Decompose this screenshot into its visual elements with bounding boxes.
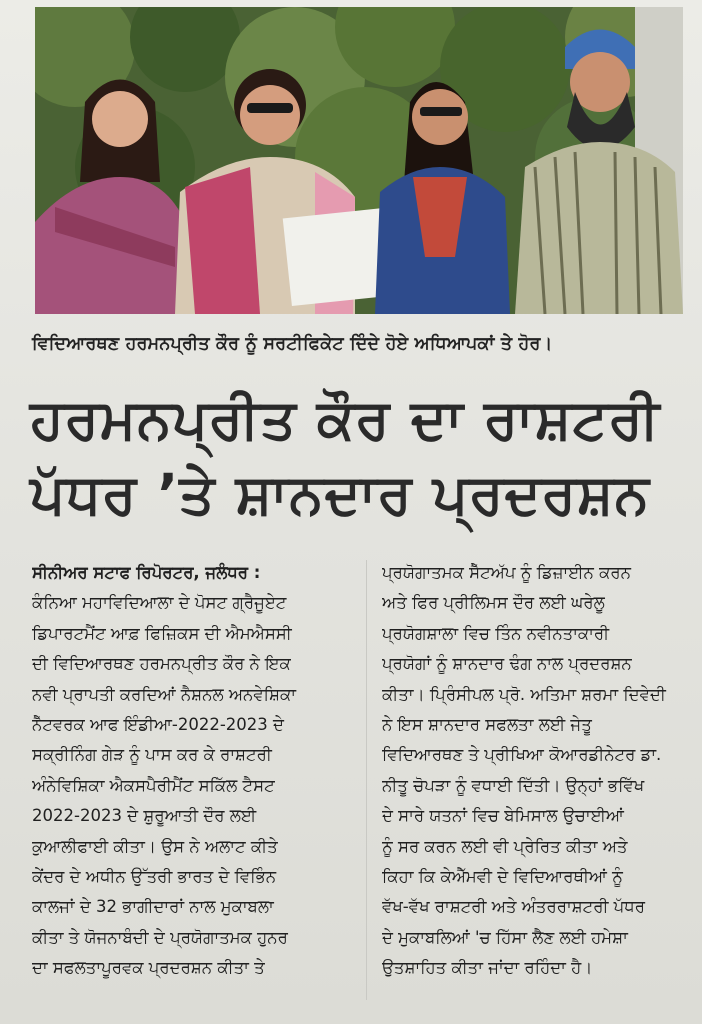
body-line: ਕੀਤਾ ਤੇ ਯੋਜਨਾਬੰਦੀ ਦੇ ਪ੍ਰਯੋਗਾਤਮਕ ਹੁਨਰ (32, 927, 288, 947)
body-line: ਡਿਪਾਰਟਮੈਂਟ ਆਫ਼ ਫਿਜ਼ਿਕਸ ਦੀ ਐਮਐਸਸੀ (32, 623, 292, 643)
article-column-left (32, 558, 350, 984)
body-line: ਪ੍ਰਯੋਗਾਂ ਨੂੰ ਸ਼ਾਨਦਾਰ ਢੰਗ ਨਾਲ ਪ੍ਰਦਰਸ਼ਨ (382, 654, 632, 674)
body-line: ਅੰਨੇਵਿਸ਼ਿਕਾ ਐਕਸਪੈਰੀਮੈਂਟ ਸਕਿੱਲ ਟੈਸਟ (32, 775, 275, 795)
body-line: ਨੀਤੂ ਚੋਪੜਾ ਨੂੰ ਵਧਾਈ ਦਿੱਤੀ। ਉਨ੍ਹਾਂ ਭਵਿੱਖ (382, 775, 645, 795)
body-line: ਕੁਆਲੀਫਾਈ ਕੀਤਾ। ਉਸ ਨੇ ਅਲਾਟ ਕੀਤੇ (32, 836, 278, 856)
article-column-right (382, 558, 688, 984)
body-line: ਸਕ੍ਰੀਨਿੰਗ ਗੇੜ ਨੂੰ ਪਾਸ ਕਰ ਕੇ ਰਾਸ਼ਟਰੀ (32, 745, 272, 765)
photo-caption: ਵਿਦਿਆਰਥਣ ਹਰਮਨਪ੍ਰੀਤ ਕੌਰ ਨੂੰ ਸਰਟੀਫਿਕੇਟ ਦਿੰਦੇ ਹੋਏ ਅਧਿਆਪਕਾਂ ਤੇ ਹੋਰ। (32, 334, 553, 354)
body-line: ਨੈੱਟਵਰਕ ਆਫ ਇੰਡੀਆ-2022-2023 ਦੇ (32, 715, 284, 735)
body-line: ਨੇ ਇਸ ਸ਼ਾਨਦਾਰ ਸਫਲਤਾ ਲਈ ਜੇਤੂ (382, 715, 592, 735)
photo-group-illustration (35, 7, 683, 314)
headline-line-2: ਪੱਧਰ ’ਤੇ ਸ਼ਾਨਦਾਰ ਪ੍ਰਦਰਸ਼ਨ (30, 462, 650, 526)
body-line: ਕਿਹਾ ਕਿ ਕੇਐੱਮਵੀ ਦੇ ਵਿਦਿਆਰਥੀਆਂ ਨੂੰ (382, 867, 623, 887)
headline-line-1: ਹਰਮਨਪ੍ਰੀਤ ਕੌਰ ਦਾ ਰਾਸ਼ਟਰੀ (30, 387, 661, 451)
body-line: ਵੱਖ-ਵੱਖ ਰਾਸ਼ਟਰੀ ਅਤੇ ਅੰਤਰਰਾਸ਼ਟਰੀ ਪੱਧਰ (382, 897, 645, 917)
body-line: ਦਾ ਸਫਲਤਾਪੂਰਵਕ ਪ੍ਰਦਰਸ਼ਨ ਕੀਤਾ ਤੇ (32, 958, 265, 978)
body-line: 2022-2023 ਦੇ ਸ਼ੁਰੂਆਤੀ ਦੌਰ ਲਈ (32, 806, 257, 826)
news-photo (35, 7, 683, 314)
column-divider (366, 560, 367, 1000)
body-line: ਕਾਲਜਾਂ ਦੇ 32 ਭਾਗੀਦਾਰਾਂ ਨਾਲ ਮੁਕਾਬਲਾ (32, 897, 274, 917)
body-line: ਦੀ ਵਿਦਿਆਰਥਣ ਹਰਮਨਪ੍ਰੀਤ ਕੌਰ ਨੇ ਇਕ (32, 654, 291, 674)
byline: ਸੀਨੀਅਰ ਸਟਾਫ ਰਿਪੋਰਟਰ, ਜਲੰਧਰ : (32, 563, 261, 582)
body-line: ਅਤੇ ਫਿਰ ਪ੍ਰੀਲਿਮਸ ਦੌਰ ਲਈ ਘਰੇਲੂ (382, 593, 605, 613)
body-line: ਪ੍ਰਯੋਗਸ਼ਾਲਾ ਵਿਚ ਤਿੰਨ ਨਵੀਨਤਾਕਾਰੀ (382, 623, 610, 643)
body-line: ਉਤਸ਼ਾਹਿਤ ਕੀਤਾ ਜਾਂਦਾ ਰਹਿੰਦਾ ਹੈ। (382, 958, 593, 978)
body-line: ਦੇ ਮੁਕਾਬਲਿਆਂ 'ਚ ਹਿੱਸਾ ਲੈਣ ਲਈ ਹਮੇਸ਼ਾ (382, 927, 628, 947)
headline (30, 382, 670, 532)
body-line: ਕੀਤਾ। ਪ੍ਰਿੰਸੀਪਲ ਪ੍ਰੋ. ਅਤਿਮਾ ਸ਼ਰਮਾ ਦਿਵੇਦੀ (382, 684, 666, 704)
body-line: ਕੇਂਦਰ ਦੇ ਅਧੀਨ ਉੱਤਰੀ ਭਾਰਤ ਦੇ ਵਿਭਿੰਨ (32, 867, 277, 887)
body-line: ਨੂੰ ਸਰ ਕਰਨ ਲਈ ਵੀ ਪ੍ਰੇਰਿਤ ਕੀਤਾ ਅਤੇ (382, 836, 628, 856)
body-line: ਪ੍ਰਯੋਗਾਤਮਕ ਸੈੱਟਅੱਪ ਨੂੰ ਡਿਜ਼ਾਈਨ ਕਰਨ (382, 563, 631, 582)
body-line: ਕੰਨਿਆ ਮਹਾਵਿਦਿਆਲਾ ਦੇ ਪੋਸਟ ਗ੍ਰੈਜੂਏਟ (32, 593, 287, 613)
body-line: ਨਵੀ ਪ੍ਰਾਪਤੀ ਕਰਦਿਆਂ ਨੈਸ਼ਨਲ ਅਨਵੇਸ਼ਿਕਾ (32, 684, 296, 704)
body-line: ਵਿਦਿਆਰਥਣ ਤੇ ਪ੍ਰੀਖਿਆ ਕੋਆਰਡੀਨੇਟਰ ਡਾ. (382, 745, 662, 765)
body-line: ਦੇ ਸਾਰੇ ਯਤਨਾਂ ਵਿਚ ਬੇਮਿਸਾਲ ਉਚਾਈਆਂ (382, 806, 624, 826)
